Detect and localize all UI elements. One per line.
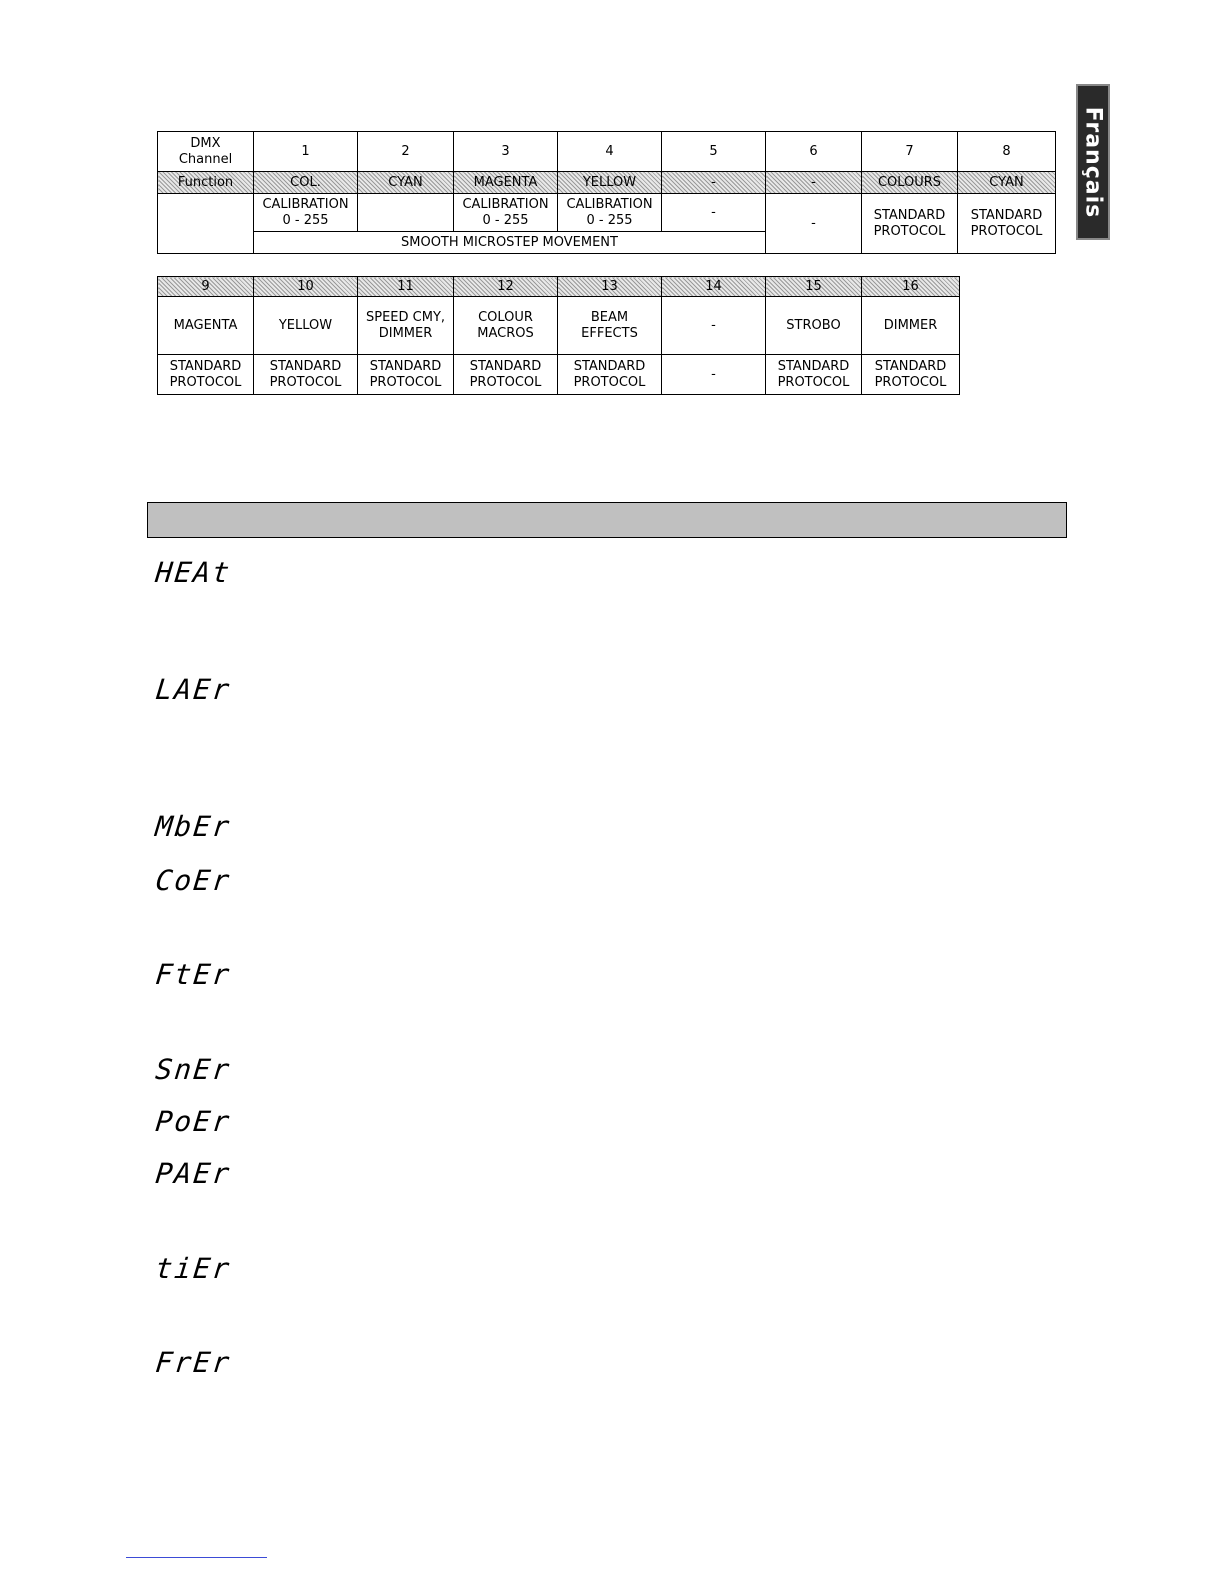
channel-cell: 5 (662, 132, 766, 172)
error-code-poer: PoEr (153, 1105, 233, 1138)
channel-cell: 6 (766, 132, 862, 172)
error-code-fter: FtEr (153, 958, 233, 991)
channel-cell: 14 (662, 277, 766, 297)
empty-cell (158, 194, 254, 254)
dash-cell: - (662, 355, 766, 395)
channel-cell: 7 (862, 132, 958, 172)
dmx-table-channels-1-8 (157, 131, 1056, 254)
protocol-cell: STANDARD PROTOCOL (158, 355, 254, 395)
function-cell: YELLOW (254, 297, 358, 355)
error-code-frer: FrEr (153, 1346, 233, 1379)
protocol-cell: STANDARD PROTOCOL (358, 355, 454, 395)
error-code-heat: HEAt (153, 556, 233, 589)
side-tab-label: Français (1080, 106, 1106, 218)
error-code-sner: SnEr (153, 1053, 233, 1086)
dash-cell: - (766, 194, 862, 254)
empty-cell (358, 194, 454, 232)
protocol-cell: STANDARD PROTOCOL (454, 355, 558, 395)
language-side-tab[interactable] (1076, 84, 1110, 240)
section-header-bar (147, 502, 1067, 538)
error-code-coer: CoEr (153, 864, 233, 897)
protocol-cell: STANDARD PROTOCOL (766, 355, 862, 395)
function-cell: BEAM EFFECTS (558, 297, 662, 355)
function-cell: DIMMER (862, 297, 960, 355)
function-cell: - (662, 297, 766, 355)
function-cell: - (766, 172, 862, 194)
channel-cell: 16 (862, 277, 960, 297)
function-cell: COLOURS (862, 172, 958, 194)
function-cell: COLOUR MACROS (454, 297, 558, 355)
function-header: Function (158, 172, 254, 194)
protocol-cell: STANDARD PROTOCOL (254, 355, 358, 395)
channel-cell: 11 (358, 277, 454, 297)
function-cell: CYAN (958, 172, 1056, 194)
error-code-mber: MbEr (153, 810, 233, 843)
function-cell: - (662, 172, 766, 194)
function-cell: YELLOW (558, 172, 662, 194)
function-cell: COL. (254, 172, 358, 194)
channel-cell: 13 (558, 277, 662, 297)
dmx-channel-header: DMX Channel (158, 132, 254, 172)
function-cell: MAGENTA (158, 297, 254, 355)
protocol-cell: STANDARD PROTOCOL (862, 194, 958, 254)
error-code-paer: PAEr (153, 1157, 233, 1190)
channel-cell: 9 (158, 277, 254, 297)
error-code-tier: tiEr (153, 1252, 233, 1285)
channel-cell: 15 (766, 277, 862, 297)
calibration-cell: CALIBRATION 0 - 255 (254, 194, 358, 232)
channel-cell: 1 (254, 132, 358, 172)
protocol-cell: STANDARD PROTOCOL (958, 194, 1056, 254)
protocol-cell: STANDARD PROTOCOL (558, 355, 662, 395)
function-cell: MAGENTA (454, 172, 558, 194)
dash-cell: - (662, 194, 766, 232)
channel-cell: 3 (454, 132, 558, 172)
channel-cell: 4 (558, 132, 662, 172)
channel-cell: 8 (958, 132, 1056, 172)
calibration-cell: CALIBRATION 0 - 255 (558, 194, 662, 232)
protocol-cell: STANDARD PROTOCOL (862, 355, 960, 395)
smooth-movement-cell: SMOOTH MICROSTEP MOVEMENT (254, 232, 766, 254)
footnote-separator-line (126, 1557, 267, 1558)
function-cell: SPEED CMY, DIMMER (358, 297, 454, 355)
error-code-laer: LAEr (153, 673, 233, 706)
calibration-cell: CALIBRATION 0 - 255 (454, 194, 558, 232)
channel-cell: 12 (454, 277, 558, 297)
channel-cell: 2 (358, 132, 454, 172)
channel-cell: 10 (254, 277, 358, 297)
function-cell: STROBO (766, 297, 862, 355)
function-cell: CYAN (358, 172, 454, 194)
dmx-table-channels-9-16 (157, 276, 960, 395)
